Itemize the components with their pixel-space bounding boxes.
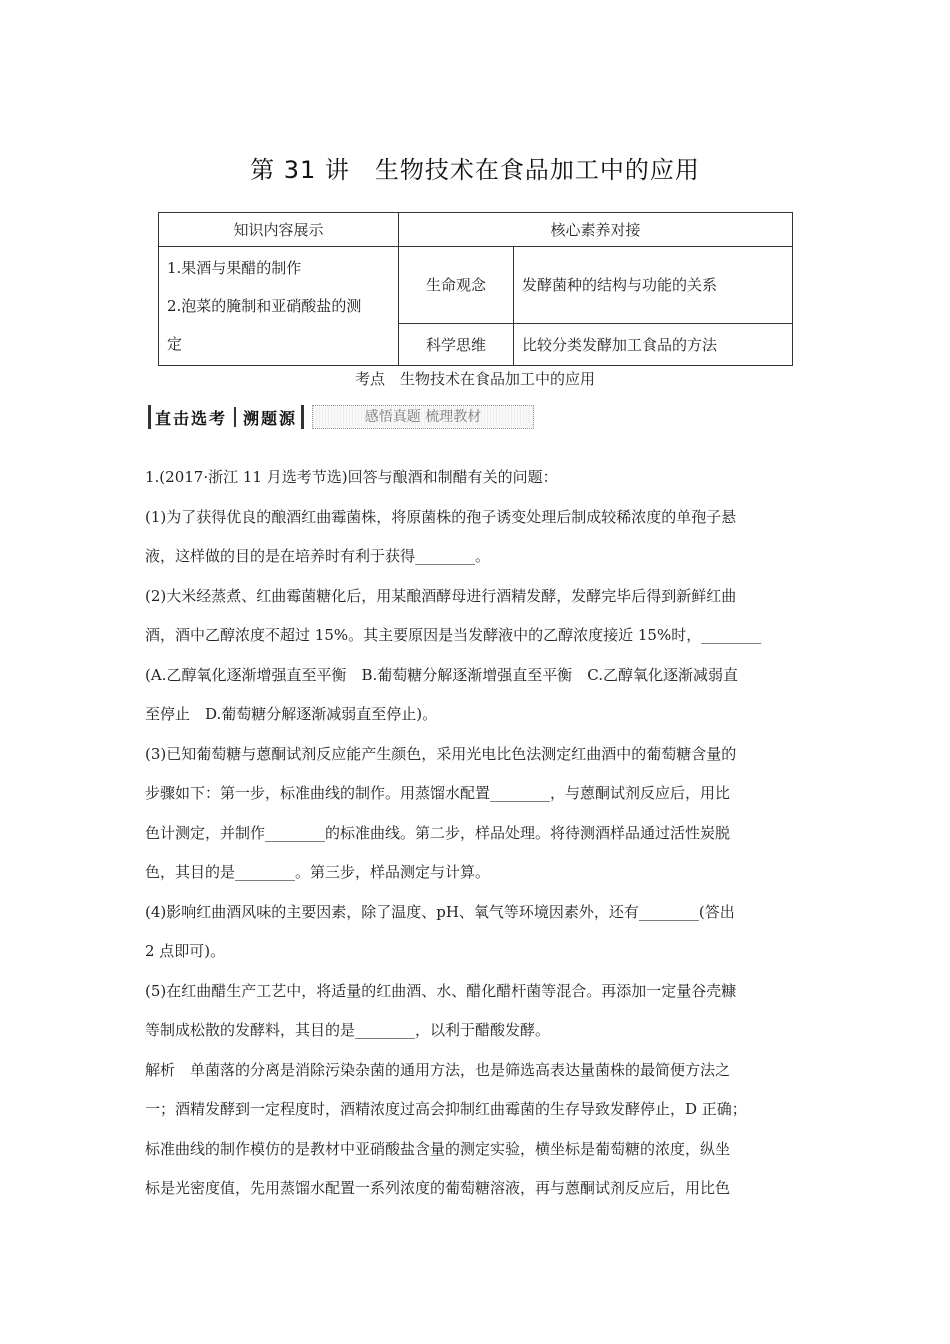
table-header-literacy: 核心素养对接 <box>399 213 793 247</box>
text-line: (4)影响红曲酒风味的主要因素，除了温度、pH、氧气等环境因素外，还有________(答出 <box>145 902 735 921</box>
text-line: 色，其目的是________。第三步，样品测定与计算。 <box>145 863 491 881</box>
text-line: 酒，酒中乙醇浓度不超过 15%。其主要原因是当发酵液中的乙醇浓度接近 15%时，________ <box>145 626 762 644</box>
knowledge-table <box>158 212 793 366</box>
kaodian-heading: 考点 生物技术在食品加工中的应用 <box>354 370 595 388</box>
text-line: (A.乙醇氧化逐渐增强直至平衡 B.葡萄糖分解逐渐增强直至平衡 C.乙醇氧化逐渐减弱直 <box>145 665 738 684</box>
text-line: (2)大米经蒸煮、红曲霉菌糖化后，用某酿酒酵母进行酒精发酵，发酵完毕后得到新鲜红曲 <box>145 586 737 605</box>
content-line: 2.泡菜的腌制和亚硝酸盐的测 <box>167 297 362 315</box>
content-line: 定 <box>167 335 183 353</box>
text-line: 至停止 D.葡萄糖分解逐渐减弱直至停止)。 <box>145 705 438 723</box>
text-line: 等制成松散的发酵料，其目的是________，以利于醋酸发酵。 <box>145 1021 551 1039</box>
table-content-cell <box>159 247 399 366</box>
text-line: 2 点即可)。 <box>145 942 226 960</box>
text-line: (1)为了获得优良的酿酒红曲霉菌株，将原菌株的孢子诱变处理后制成较稀浓度的单孢子悬 <box>145 507 737 526</box>
table-description-cell: 发酵菌种的结构与功能的关系 <box>514 247 793 324</box>
banner-bar <box>301 405 304 429</box>
text-line: 液，这样做的目的是在培养时有利于获得________。 <box>145 547 491 565</box>
question-body <box>145 458 810 1209</box>
text-line: 色计测定，并制作________的标准曲线。第二步，样品处理。将待测酒样品通过活性炭脱 <box>145 823 731 842</box>
text-line: 解析 单菌落的分离是消除污染杂菌的通用方法，也是筛选高表达量菌株的最简便方法之 <box>145 1060 731 1079</box>
banner-separator <box>234 407 236 427</box>
section-banner <box>148 404 534 430</box>
page-title: 第 31 讲 生物技术在食品加工中的应用 <box>250 156 700 184</box>
text-line: 1.(2017·浙江 11 月选考节选)回答与酿酒和制醋有关的问题： <box>145 468 558 486</box>
text-line: (5)在红曲醋生产工艺中，将适量的红曲酒、水、醋化醋杆菌等混合。再添加一定量谷壳糠 <box>145 981 737 1000</box>
table-concept-cell: 生命观念 <box>399 247 514 324</box>
text-line: 标准曲线的制作模仿的是教材中亚硝酸盐含量的测定实验，横坐标是葡萄糖的浓度，纵坐 <box>145 1139 731 1158</box>
text-line: (3)已知葡萄糖与蒽酮试剂反应能产生颜色，采用光电比色法测定红曲酒中的葡萄糖含量的 <box>145 744 737 763</box>
banner-part2: 溯题源 <box>243 408 298 428</box>
table-description-cell: 比较分类发酵加工食品的方法 <box>514 323 793 366</box>
table-concept-cell: 科学思维 <box>399 323 514 366</box>
banner-part1: 直击选考 <box>155 408 228 428</box>
text-line: 一；酒精发酵到一定程度时，酒精浓度过高会抑制红曲霉菌的生存导致发酵停止，D 正确； <box>145 1100 747 1118</box>
text-line: 标是光密度值，先用蒸馏水配置一系列浓度的葡萄糖溶液，再与蒽酮试剂反应后，用比色 <box>145 1179 731 1197</box>
text-line: 步骤如下：第一步，标准曲线的制作。用蒸馏水配置________，与蒽酮试剂反应后，用比 <box>145 784 731 802</box>
table-header-knowledge: 知识内容展示 <box>159 213 399 247</box>
banner-subtitle: 感悟真题 梳理教材 <box>312 405 534 429</box>
content-line: 1.果酒与果醋的制作 <box>167 259 302 277</box>
